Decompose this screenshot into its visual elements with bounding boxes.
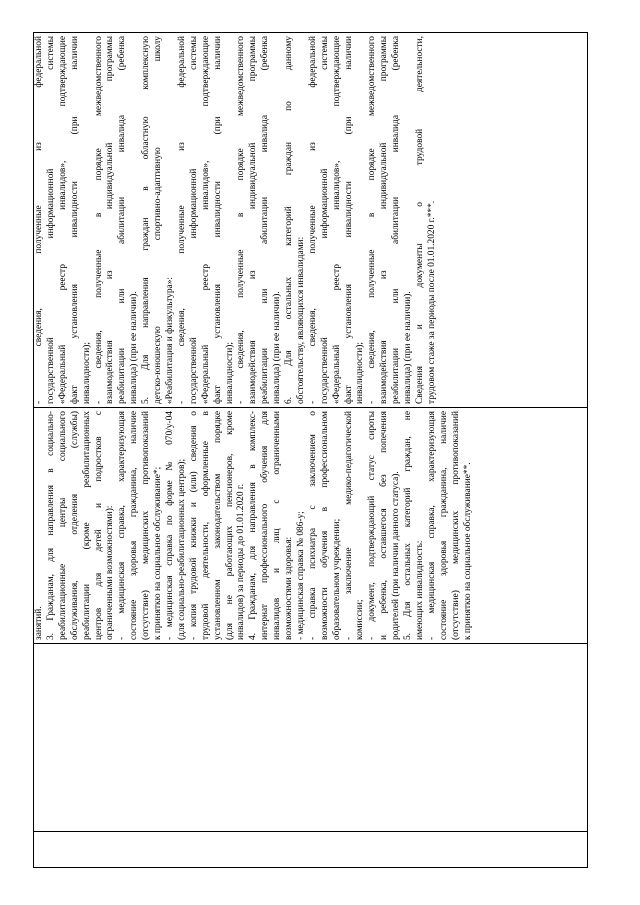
text-line: государственной информационной системы xyxy=(188,36,199,404)
text-line: факт установления инвалидности (при наличии xyxy=(69,36,80,404)
text-line: обстоятельству, являющихся инвалидами: xyxy=(295,236,306,404)
text-line: инвалидов) за периоды до 01.01.2020 г. xyxy=(236,483,247,640)
text-line: взаимодействия из индивидуальной программы xyxy=(379,36,390,404)
text-line: инвалидности); xyxy=(81,342,92,404)
text-line: интернат профессионального обучения для xyxy=(260,411,271,640)
text-line: образовательном учреждении; xyxy=(331,518,342,640)
text-line: «Федеральный реестр инвалидов», подтверждающие xyxy=(331,36,342,404)
text-line: - сведения, полученные в порядке межведомственного xyxy=(236,36,247,404)
text-line: состояние здоровья гражданина, наличие xyxy=(129,411,140,640)
text-line: - медицинская справка № 086-у; xyxy=(295,511,306,640)
text-line: реабилитации или абилитации инвалида (ребенка xyxy=(391,36,402,404)
text-line: 6. Для остальных категорий граждан по данному xyxy=(284,36,295,404)
text-line: реабилитационные центры социального xyxy=(57,411,68,640)
text-line: трудовом стаже за периоды после 01.01.2020 г.***. xyxy=(426,200,437,404)
text-line: центров для детей и подростков с xyxy=(93,411,104,640)
text-line: инвалидов и лиц с ограниченными xyxy=(272,411,283,640)
text-line: инвалидности); xyxy=(224,342,235,404)
text-line: (для социально-реабилитационных центров); xyxy=(176,458,187,640)
text-line: к приняткю на социальное обслуживание*; xyxy=(153,466,164,640)
text-line: - сведения, полученные из федеральной xyxy=(34,36,44,404)
text-line: (для не работающих пенсионеров, кроме xyxy=(224,411,235,640)
interagency-documents-text xyxy=(34,36,439,404)
text-line: взаимодействия из индивидуальной программы xyxy=(248,36,259,404)
text-line: ограниченными возможностями): xyxy=(105,505,116,640)
text-line: инвалидности); xyxy=(355,342,366,404)
text-line: комиссии; xyxy=(355,599,366,640)
text-line: 5. Для остальных категорий граждан, не xyxy=(403,411,414,640)
rotated-table-wrapper xyxy=(33,33,588,868)
text-line: возможностями здоровья: xyxy=(284,536,295,640)
text-line: занятий. xyxy=(34,606,44,640)
text-line: имеющих инвалидность: xyxy=(415,540,425,640)
text-line: реабилитации или абилитации инвалида (ребенка xyxy=(117,36,128,404)
text-line: факт установления инвалидности (при наличии xyxy=(212,36,223,404)
text-line: - копия трудовой книжки и (или) сведения о xyxy=(188,411,199,640)
text-line: - сведения, полученные из федеральной xyxy=(176,36,187,404)
text-line: инвалида) (при ее наличии). xyxy=(129,291,140,404)
cell-required-documents xyxy=(34,408,588,644)
text-line: состояние здоровья гражданина, наличие xyxy=(438,411,449,640)
text-line: трудовой деятельности, оформленные в xyxy=(200,411,211,640)
text-line: - сведения, полученные в порядке межведомственного xyxy=(367,36,378,404)
text-line: - сведения, полученные из федеральной xyxy=(307,36,318,404)
text-line: факт установления инвалидности (при наличии xyxy=(343,36,354,404)
text-line: - документ, подтверждающий статус сироты xyxy=(367,411,378,640)
text-line: - медицинская справка, характеризующая xyxy=(426,411,437,640)
text-line: «Федеральный реестр инвалидов», подтверждающие xyxy=(200,36,211,404)
text-line: - справка психиатра с заключением о xyxy=(307,411,318,640)
text-line: родителей (при наличии данного статуса). xyxy=(391,471,402,640)
text-line: 5. Для направления граждан в областную комплексную xyxy=(141,36,152,404)
text-line: взаимодействия из индивидуальной программы xyxy=(105,36,116,404)
required-documents-text xyxy=(34,411,475,640)
text-line: - медицинская справка, характеризующая xyxy=(117,411,128,640)
text-line: 3. Гражданам, для направления в социально- xyxy=(45,411,56,640)
text-line: и ребенка, оставшегося без попечения xyxy=(379,411,390,640)
text-line: Сведения и документы о трудовой деятельности, xyxy=(415,36,425,404)
text-line: обслуживания, отделения (службы) xyxy=(69,411,80,640)
text-line: инвалида) (при ее наличии). xyxy=(272,291,283,404)
text-line: (отсутствие) медицинских противопоказаний xyxy=(141,411,152,640)
text-line: 4. Гражданам, для направления в комплекс- xyxy=(248,411,259,640)
text-line: реабилитации или абилитации инвалида (ребенка xyxy=(260,36,271,404)
text-line: установленном законодательством порядке xyxy=(212,411,223,640)
text-line: реабилитации (кроме реабилитационных xyxy=(81,411,92,640)
text-line: возможности обучения в профессиональном xyxy=(319,411,330,640)
document-table xyxy=(33,32,588,868)
table-row xyxy=(34,33,588,868)
text-line: к приняткю на социальное обслуживание**. xyxy=(462,462,473,640)
text-line: «Федеральный реестр инвалидов», подтверждающие xyxy=(57,36,68,404)
cell-interagency-documents xyxy=(34,33,588,408)
text-line: - сведения, полученные в порядке межведомственного xyxy=(93,36,104,404)
text-line: государственной информационной системы xyxy=(319,36,330,404)
text-line: «Реабилитация и физкультура»: xyxy=(164,276,175,404)
cell-service-name xyxy=(34,644,588,832)
text-line: государственной информационной системы xyxy=(45,36,56,404)
text-line: детско-юношескую спортивно-адаптивную школу xyxy=(153,36,164,404)
text-line: (отсутствие) медицинских противопоказаний xyxy=(450,411,461,640)
text-line: - медицинская справка по форме № 070/у-04 xyxy=(164,411,175,640)
cell-number xyxy=(34,832,588,868)
text-line: - заключение медико-педагогической xyxy=(343,411,354,640)
text-line: инвалида) (при ее наличии). xyxy=(403,291,414,404)
